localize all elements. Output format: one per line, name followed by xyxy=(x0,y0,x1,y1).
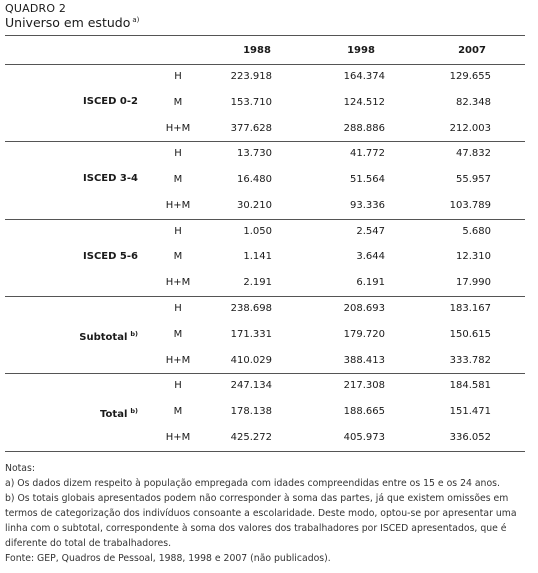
group-label xyxy=(0,96,138,108)
table-cell: 1.141 xyxy=(243,251,272,263)
table-cell: 164.374 xyxy=(343,71,385,82)
table-title xyxy=(5,15,139,30)
group-label-text: ISCED 0-2 xyxy=(83,96,138,107)
title-footnote-marker: a) xyxy=(132,16,140,24)
group-label-text: Total xyxy=(100,409,128,421)
table-cell: 336.052 xyxy=(449,431,491,443)
table-cell: 377.628 xyxy=(230,122,272,134)
sex-label: H xyxy=(174,225,182,237)
sex-label: H xyxy=(174,302,182,314)
sex-label: H+M xyxy=(165,122,191,134)
group-label-text: Subtotal xyxy=(79,331,128,343)
group-footnote-marker: b) xyxy=(130,407,138,416)
sex-label: H xyxy=(174,380,182,392)
table-cell: 103.789 xyxy=(449,199,491,211)
table-cell: 178.138 xyxy=(230,406,272,417)
note-b: b) Os totais globais apresentados podem não corresponder à soma das partes, já que existem omissões em termos de categorização dos indivíduos consoante a escolaridade. Deste modo, optou-se por apresentar uma linha com o subtotal, correspondente à soma dos valores dos trabalhadores por ISCED apresentados, que é diferente do total de trabalhadores. xyxy=(5,493,517,549)
sex-label: M xyxy=(173,406,183,417)
table-cell: 208.693 xyxy=(343,302,385,314)
sex-label: H+M xyxy=(165,277,191,289)
table-cell: 13.730 xyxy=(237,148,272,160)
group-rule xyxy=(5,451,525,452)
table-cell: 3.644 xyxy=(356,251,385,263)
table-kicker: QUADRO 2 xyxy=(5,2,67,15)
header-rule xyxy=(5,64,525,65)
table-cell: 212.003 xyxy=(449,122,491,134)
table-cell: 217.308 xyxy=(343,380,385,392)
table-cell: 12.310 xyxy=(456,251,491,263)
table-cell: 179.720 xyxy=(343,328,385,340)
sex-label: H xyxy=(174,148,182,160)
table-cell: 171.331 xyxy=(230,328,272,340)
sex-label: M xyxy=(173,251,183,263)
group-label xyxy=(0,173,138,185)
table-cell: 1.050 xyxy=(243,225,272,237)
sex-label: H xyxy=(174,71,182,82)
table-cell: 2.547 xyxy=(356,225,385,237)
column-header: 1988 xyxy=(243,45,271,56)
table-cell: 151.471 xyxy=(449,406,491,417)
table-cell: 153.710 xyxy=(230,96,272,108)
notes-source: Fonte: GEP, Quadros de Pessoal, 1988, 1998 e 2007 (não publicados). xyxy=(5,553,331,564)
sex-label: M xyxy=(173,328,183,340)
column-header: 2007 xyxy=(458,45,486,56)
table-cell: 6.191 xyxy=(356,277,385,289)
group-rule xyxy=(5,219,525,220)
table-cell: 405.973 xyxy=(343,431,385,443)
group-label xyxy=(0,405,138,421)
table-cell: 2.191 xyxy=(243,277,272,289)
table-cell: 150.615 xyxy=(449,328,491,340)
notes-section xyxy=(5,461,525,566)
group-label-text: ISCED 5-6 xyxy=(83,250,138,262)
column-header: 1998 xyxy=(347,45,375,56)
table-cell: 238.698 xyxy=(230,302,272,314)
table-cell: 93.336 xyxy=(350,199,385,211)
group-rule xyxy=(5,296,525,297)
group-label xyxy=(0,328,138,344)
table-cell: 5.680 xyxy=(462,225,491,237)
group-rule xyxy=(5,141,525,142)
table-cell: 55.957 xyxy=(456,174,491,186)
table-title-text: Universo em estudo xyxy=(5,15,131,30)
table-cell: 41.772 xyxy=(350,148,385,160)
top-rule xyxy=(5,35,525,36)
table-cell: 333.782 xyxy=(449,354,491,366)
table-cell: 188.665 xyxy=(343,406,385,417)
note-a: a) Os dados dizem respeito à população empregada com idades compreendidas entre os 15 e os 24 anos. xyxy=(5,478,500,489)
table-cell: 410.029 xyxy=(230,354,272,366)
sex-label: M xyxy=(173,174,183,186)
table-cell: 288.886 xyxy=(343,122,385,134)
table-cell: 17.990 xyxy=(456,277,491,289)
table-cell: 124.512 xyxy=(343,96,385,108)
group-label xyxy=(0,251,138,263)
table-cell: 30.210 xyxy=(237,199,272,211)
table-cell: 129.655 xyxy=(449,71,491,82)
sex-label: H+M xyxy=(165,431,191,443)
table-cell: 388.413 xyxy=(343,354,385,366)
table-cell: 184.581 xyxy=(449,380,491,392)
sex-label: M xyxy=(173,96,183,108)
table-cell: 425.272 xyxy=(230,431,272,443)
table-cell: 183.167 xyxy=(449,302,491,314)
table-cell: 223.918 xyxy=(230,71,272,82)
sex-label: H+M xyxy=(165,199,191,211)
notes-heading: Notas: xyxy=(5,463,35,474)
table-cell: 247.134 xyxy=(230,380,272,392)
table-cell: 51.564 xyxy=(350,174,385,186)
group-label-text: ISCED 3-4 xyxy=(83,173,138,185)
sex-label: H+M xyxy=(165,354,191,366)
table-cell: 82.348 xyxy=(456,96,491,108)
group-rule xyxy=(5,373,525,374)
table-cell: 47.832 xyxy=(456,148,491,160)
table-cell: 16.480 xyxy=(237,174,272,186)
group-footnote-marker: b) xyxy=(130,329,138,338)
